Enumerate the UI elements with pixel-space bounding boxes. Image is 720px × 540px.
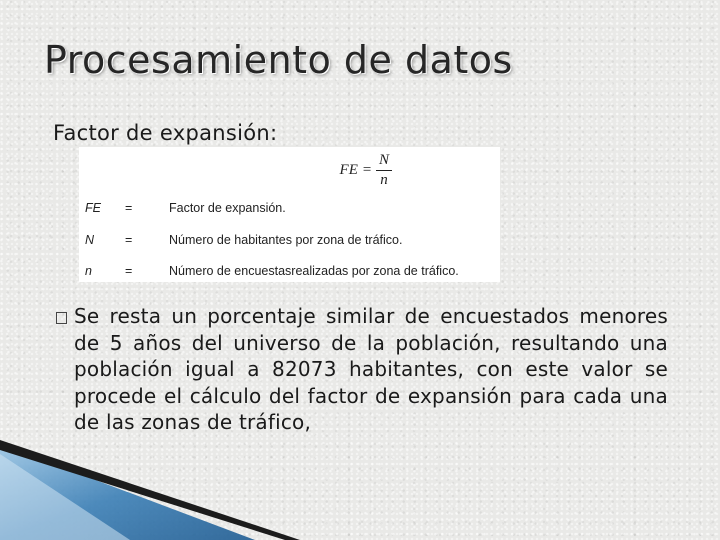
formula-image [79, 147, 500, 282]
formula-denominator: n [380, 172, 388, 188]
definition-description: Número de encuestasrealizadas por zona de tráfico. [169, 264, 459, 278]
definition-symbol: FE [85, 201, 101, 215]
formula-lhs: FE [339, 162, 358, 178]
slide-title: Procesamiento de datos [44, 38, 513, 82]
definition-row [79, 264, 500, 282]
bullet-box-icon [56, 312, 67, 324]
definition-description: Factor de expansión. [169, 201, 286, 215]
formula-fraction [376, 153, 392, 188]
formula-numerator: N [376, 153, 392, 171]
definition-equals: = [125, 233, 133, 247]
definition-description: Número de habitantes por zona de tráfico. [169, 233, 403, 247]
definition-symbol: n [85, 264, 92, 278]
expansion-formula [340, 153, 392, 188]
definition-row [79, 233, 500, 251]
definition-equals: = [125, 201, 133, 215]
definition-equals: = [125, 264, 133, 278]
corner-decoration [0, 440, 720, 540]
bullet-paragraph: Se resta un porcentaje similar de encuestados menores de 5 años del universo de la población, resultando una población igual a 82073 habitantes, con este valor se procede el cálculo del factor de expansión para cada una de las zonas de tráfico, [74, 304, 668, 434]
definition-row [79, 201, 500, 219]
definition-symbol: N [85, 233, 95, 247]
formula-equals: = [361, 162, 372, 178]
section-subtitle: Factor de expansión: [53, 121, 278, 145]
